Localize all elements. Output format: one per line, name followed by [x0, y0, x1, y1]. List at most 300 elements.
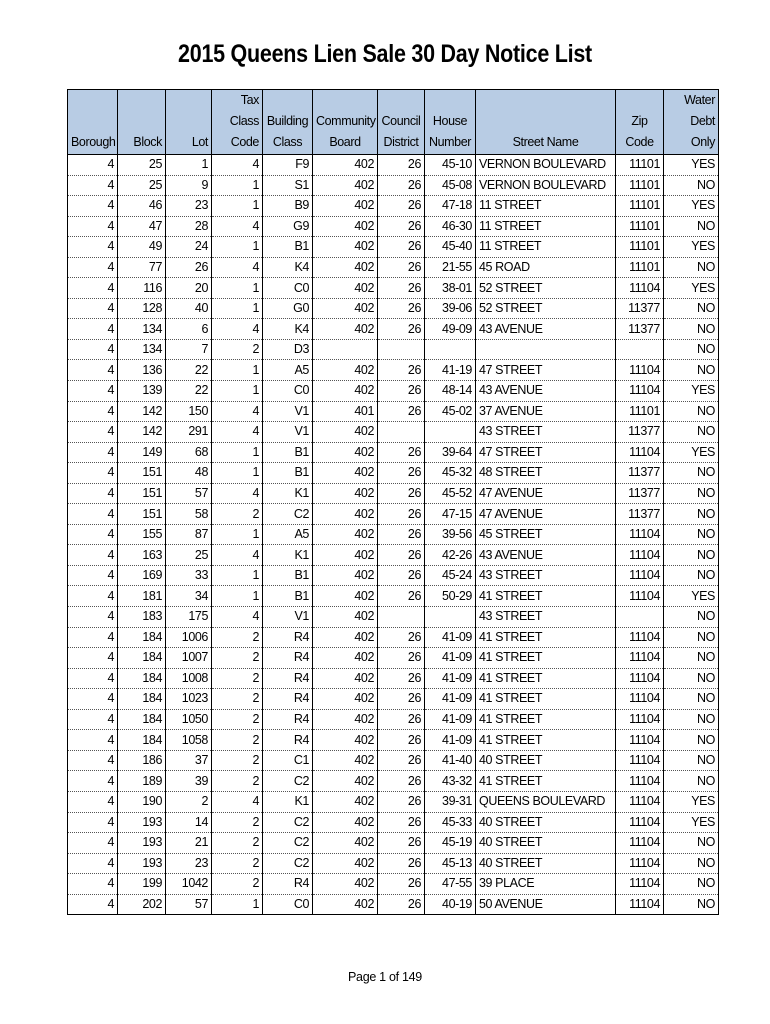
borough-cell: 4: [68, 627, 118, 648]
water-debt-cell: NO: [664, 545, 719, 566]
council-district-cell: 26: [378, 750, 425, 771]
zip-code-cell: 11377: [616, 298, 664, 319]
house-number-cell: 41-09: [425, 627, 476, 648]
community-board-cell: 402: [313, 155, 378, 176]
lot-cell: 14: [166, 812, 212, 833]
borough-cell: 4: [68, 196, 118, 217]
tax-class-cell: 2: [212, 750, 263, 771]
block-cell: 149: [118, 442, 166, 463]
building-class-cell: C0: [263, 894, 313, 915]
community-board-cell: 402: [313, 483, 378, 504]
block-cell: 202: [118, 894, 166, 915]
borough-cell: 4: [68, 463, 118, 484]
header-block: Block: [118, 90, 166, 155]
council-district-cell: 26: [378, 833, 425, 854]
borough-cell: 4: [68, 401, 118, 422]
block-cell: 193: [118, 833, 166, 854]
table-row: [68, 442, 719, 463]
council-district-cell: 26: [378, 442, 425, 463]
street-name-cell: 47 STREET: [476, 360, 616, 381]
community-board-cell: 402: [313, 627, 378, 648]
building-class-cell: R4: [263, 709, 313, 730]
water-debt-cell: YES: [664, 381, 719, 402]
zip-code-cell: 11101: [616, 196, 664, 217]
block-cell: 184: [118, 709, 166, 730]
tax-class-cell: 1: [212, 524, 263, 545]
tax-class-cell: 1: [212, 463, 263, 484]
community-board-cell: 402: [313, 586, 378, 607]
borough-cell: 4: [68, 298, 118, 319]
tax-class-cell: 1: [212, 196, 263, 217]
house-number-cell: 41-19: [425, 360, 476, 381]
community-board-cell: 402: [313, 894, 378, 915]
council-district-cell: 26: [378, 278, 425, 299]
block-cell: 189: [118, 771, 166, 792]
street-name-cell: 37 AVENUE: [476, 401, 616, 422]
community-board-cell: 402: [313, 791, 378, 812]
header-building-class: Building Class: [263, 90, 313, 155]
tax-class-cell: 1: [212, 175, 263, 196]
house-number-cell: 45-52: [425, 483, 476, 504]
house-number-cell: 50-29: [425, 586, 476, 607]
street-name-cell: 40 STREET: [476, 833, 616, 854]
table-row: [68, 401, 719, 422]
borough-cell: 4: [68, 689, 118, 710]
council-district-cell: 26: [378, 565, 425, 586]
building-class-cell: A5: [263, 524, 313, 545]
building-class-cell: K1: [263, 791, 313, 812]
council-district-cell: 26: [378, 627, 425, 648]
community-board-cell: 402: [313, 750, 378, 771]
building-class-cell: A5: [263, 360, 313, 381]
water-debt-cell: NO: [664, 257, 719, 278]
street-name-cell: 41 STREET: [476, 586, 616, 607]
page-footer: Page 1 of 149: [348, 970, 422, 984]
zip-code-cell: 11377: [616, 463, 664, 484]
building-class-cell: B1: [263, 442, 313, 463]
borough-cell: 4: [68, 545, 118, 566]
council-district-cell: 26: [378, 298, 425, 319]
zip-code-cell: 11101: [616, 155, 664, 176]
borough-cell: 4: [68, 586, 118, 607]
table-row: [68, 812, 719, 833]
tax-class-cell: 4: [212, 422, 263, 443]
lot-cell: 34: [166, 586, 212, 607]
water-debt-cell: NO: [664, 874, 719, 895]
council-district-cell: 26: [378, 545, 425, 566]
building-class-cell: C0: [263, 381, 313, 402]
street-name-cell: [476, 339, 616, 360]
community-board-cell: 402: [313, 812, 378, 833]
tax-class-cell: 2: [212, 709, 263, 730]
water-debt-cell: NO: [664, 298, 719, 319]
zip-code-cell: 11104: [616, 689, 664, 710]
building-class-cell: K1: [263, 483, 313, 504]
house-number-cell: [425, 339, 476, 360]
lien-sale-table: [67, 89, 719, 915]
council-district-cell: 26: [378, 689, 425, 710]
street-name-cell: 43 AVENUE: [476, 381, 616, 402]
council-district-cell: 26: [378, 155, 425, 176]
building-class-cell: K4: [263, 319, 313, 340]
tax-class-cell: 2: [212, 648, 263, 669]
house-number-cell: 39-31: [425, 791, 476, 812]
block-cell: 49: [118, 237, 166, 258]
lot-cell: 40: [166, 298, 212, 319]
water-debt-cell: NO: [664, 607, 719, 628]
table-header-row: [68, 90, 719, 155]
borough-cell: 4: [68, 607, 118, 628]
building-class-cell: C2: [263, 504, 313, 525]
table-row: [68, 709, 719, 730]
table-row: [68, 463, 719, 484]
street-name-cell: 41 STREET: [476, 771, 616, 792]
water-debt-cell: NO: [664, 648, 719, 669]
tax-class-cell: 2: [212, 874, 263, 895]
lot-cell: 1006: [166, 627, 212, 648]
street-name-cell: 43 STREET: [476, 422, 616, 443]
borough-cell: 4: [68, 175, 118, 196]
tax-class-cell: 2: [212, 812, 263, 833]
borough-cell: 4: [68, 709, 118, 730]
council-district-cell: 26: [378, 853, 425, 874]
block-cell: 184: [118, 730, 166, 751]
borough-cell: 4: [68, 216, 118, 237]
lot-cell: 1008: [166, 668, 212, 689]
lot-cell: 1: [166, 155, 212, 176]
lot-cell: 1042: [166, 874, 212, 895]
lot-cell: 1023: [166, 689, 212, 710]
building-class-cell: B1: [263, 586, 313, 607]
block-cell: 163: [118, 545, 166, 566]
lot-cell: 87: [166, 524, 212, 545]
house-number-cell: 45-19: [425, 833, 476, 854]
zip-code-cell: 11104: [616, 627, 664, 648]
lot-cell: 1058: [166, 730, 212, 751]
tax-class-cell: 2: [212, 504, 263, 525]
table-row: [68, 360, 719, 381]
house-number-cell: 40-19: [425, 894, 476, 915]
lot-cell: 24: [166, 237, 212, 258]
block-cell: 136: [118, 360, 166, 381]
council-district-cell: [378, 422, 425, 443]
water-debt-cell: YES: [664, 155, 719, 176]
zip-code-cell: 11104: [616, 791, 664, 812]
building-class-cell: R4: [263, 689, 313, 710]
house-number-cell: 42-26: [425, 545, 476, 566]
block-cell: 134: [118, 339, 166, 360]
table-row: [68, 381, 719, 402]
lot-cell: 21: [166, 833, 212, 854]
council-district-cell: 26: [378, 730, 425, 751]
council-district-cell: 26: [378, 504, 425, 525]
table-row: [68, 237, 719, 258]
water-debt-cell: NO: [664, 894, 719, 915]
community-board-cell: 402: [313, 853, 378, 874]
community-board-cell: 402: [313, 381, 378, 402]
lot-cell: 28: [166, 216, 212, 237]
block-cell: 184: [118, 668, 166, 689]
tax-class-cell: 1: [212, 381, 263, 402]
borough-cell: 4: [68, 381, 118, 402]
house-number-cell: 47-55: [425, 874, 476, 895]
house-number-cell: 49-09: [425, 319, 476, 340]
lot-cell: 57: [166, 483, 212, 504]
street-name-cell: 40 STREET: [476, 750, 616, 771]
tax-class-cell: 2: [212, 668, 263, 689]
community-board-cell: 402: [313, 360, 378, 381]
lot-cell: 1050: [166, 709, 212, 730]
borough-cell: 4: [68, 668, 118, 689]
water-debt-cell: NO: [664, 750, 719, 771]
lot-cell: 22: [166, 381, 212, 402]
house-number-cell: 39-56: [425, 524, 476, 545]
block-cell: 184: [118, 689, 166, 710]
header-water-debt-only: Water Debt Only: [664, 90, 719, 155]
lot-cell: 58: [166, 504, 212, 525]
community-board-cell: 402: [313, 771, 378, 792]
zip-code-cell: 11104: [616, 442, 664, 463]
zip-code-cell: 11104: [616, 565, 664, 586]
table-body: [68, 155, 719, 915]
block-cell: 199: [118, 874, 166, 895]
tax-class-cell: 4: [212, 401, 263, 422]
table-row: [68, 278, 719, 299]
block-cell: 186: [118, 750, 166, 771]
zip-code-cell: 11104: [616, 730, 664, 751]
zip-code-cell: 11377: [616, 483, 664, 504]
zip-code-cell: 11104: [616, 648, 664, 669]
lot-cell: 25: [166, 545, 212, 566]
community-board-cell: 402: [313, 237, 378, 258]
tax-class-cell: 1: [212, 360, 263, 381]
house-number-cell: 41-09: [425, 689, 476, 710]
tax-class-cell: 4: [212, 607, 263, 628]
lot-cell: 291: [166, 422, 212, 443]
community-board-cell: 402: [313, 257, 378, 278]
zip-code-cell: 11104: [616, 586, 664, 607]
house-number-cell: 41-09: [425, 709, 476, 730]
house-number-cell: 41-09: [425, 730, 476, 751]
tax-class-cell: 4: [212, 483, 263, 504]
block-cell: 184: [118, 648, 166, 669]
community-board-cell: 402: [313, 833, 378, 854]
street-name-cell: 11 STREET: [476, 216, 616, 237]
street-name-cell: 41 STREET: [476, 689, 616, 710]
house-number-cell: 45-08: [425, 175, 476, 196]
water-debt-cell: YES: [664, 812, 719, 833]
table-row: [68, 730, 719, 751]
council-district-cell: 26: [378, 401, 425, 422]
water-debt-cell: NO: [664, 627, 719, 648]
community-board-cell: 402: [313, 442, 378, 463]
header-borough: Borough: [68, 90, 118, 155]
zip-code-cell: 11377: [616, 504, 664, 525]
table-row: [68, 524, 719, 545]
house-number-cell: 45-33: [425, 812, 476, 833]
water-debt-cell: NO: [664, 771, 719, 792]
borough-cell: 4: [68, 524, 118, 545]
borough-cell: 4: [68, 730, 118, 751]
block-cell: 184: [118, 627, 166, 648]
zip-code-cell: 11104: [616, 668, 664, 689]
water-debt-cell: YES: [664, 237, 719, 258]
building-class-cell: R4: [263, 730, 313, 751]
zip-code-cell: 11377: [616, 319, 664, 340]
building-class-cell: S1: [263, 175, 313, 196]
building-class-cell: B1: [263, 237, 313, 258]
water-debt-cell: NO: [664, 730, 719, 751]
table-row: [68, 607, 719, 628]
lot-cell: 9: [166, 175, 212, 196]
block-cell: 181: [118, 586, 166, 607]
zip-code-cell: 11104: [616, 812, 664, 833]
borough-cell: 4: [68, 853, 118, 874]
street-name-cell: 47 AVENUE: [476, 504, 616, 525]
water-debt-cell: YES: [664, 442, 719, 463]
borough-cell: 4: [68, 155, 118, 176]
zip-code-cell: 11104: [616, 750, 664, 771]
community-board-cell: 402: [313, 422, 378, 443]
building-class-cell: C2: [263, 771, 313, 792]
community-board-cell: 402: [313, 545, 378, 566]
building-class-cell: R4: [263, 627, 313, 648]
building-class-cell: C2: [263, 812, 313, 833]
water-debt-cell: YES: [664, 791, 719, 812]
council-district-cell: 26: [378, 894, 425, 915]
table-row: [68, 339, 719, 360]
table-row: [68, 565, 719, 586]
lot-cell: 1007: [166, 648, 212, 669]
community-board-cell: 402: [313, 565, 378, 586]
street-name-cell: 47 STREET: [476, 442, 616, 463]
community-board-cell: 402: [313, 730, 378, 751]
lot-cell: 37: [166, 750, 212, 771]
house-number-cell: 21-55: [425, 257, 476, 278]
block-cell: 193: [118, 853, 166, 874]
street-name-cell: QUEENS BOULEVARD: [476, 791, 616, 812]
house-number-cell: 47-18: [425, 196, 476, 217]
block-cell: 77: [118, 257, 166, 278]
building-class-cell: R4: [263, 668, 313, 689]
block-cell: 116: [118, 278, 166, 299]
header-tax-class-code: Tax Class Code: [212, 90, 263, 155]
house-number-cell: 41-40: [425, 750, 476, 771]
council-district-cell: 26: [378, 257, 425, 278]
community-board-cell: 402: [313, 196, 378, 217]
building-class-cell: V1: [263, 401, 313, 422]
table-row: [68, 771, 719, 792]
house-number-cell: 45-13: [425, 853, 476, 874]
borough-cell: 4: [68, 422, 118, 443]
water-debt-cell: NO: [664, 668, 719, 689]
water-debt-cell: NO: [664, 422, 719, 443]
table-row: [68, 833, 719, 854]
table-row: [68, 874, 719, 895]
tax-class-cell: 2: [212, 339, 263, 360]
tax-class-cell: 4: [212, 545, 263, 566]
council-district-cell: 26: [378, 709, 425, 730]
water-debt-cell: NO: [664, 463, 719, 484]
water-debt-cell: NO: [664, 524, 719, 545]
house-number-cell: 41-09: [425, 648, 476, 669]
community-board-cell: 402: [313, 648, 378, 669]
zip-code-cell: 11104: [616, 894, 664, 915]
water-debt-cell: YES: [664, 278, 719, 299]
lot-cell: 23: [166, 853, 212, 874]
header-council-district: Council District: [378, 90, 425, 155]
zip-code-cell: [616, 607, 664, 628]
borough-cell: 4: [68, 565, 118, 586]
council-district-cell: 26: [378, 216, 425, 237]
water-debt-cell: NO: [664, 339, 719, 360]
water-debt-cell: NO: [664, 360, 719, 381]
borough-cell: 4: [68, 812, 118, 833]
street-name-cell: 52 STREET: [476, 298, 616, 319]
lot-cell: 57: [166, 894, 212, 915]
lot-cell: 33: [166, 565, 212, 586]
community-board-cell: 402: [313, 319, 378, 340]
water-debt-cell: NO: [664, 689, 719, 710]
community-board-cell: [313, 339, 378, 360]
water-debt-cell: NO: [664, 483, 719, 504]
tax-class-cell: 2: [212, 627, 263, 648]
header-street-name: Street Name: [476, 90, 616, 155]
table-row: [68, 216, 719, 237]
block-cell: 142: [118, 422, 166, 443]
block-cell: 151: [118, 504, 166, 525]
street-name-cell: 43 AVENUE: [476, 545, 616, 566]
street-name-cell: 40 STREET: [476, 812, 616, 833]
council-district-cell: 26: [378, 463, 425, 484]
zip-code-cell: 11104: [616, 874, 664, 895]
building-class-cell: B1: [263, 463, 313, 484]
borough-cell: 4: [68, 833, 118, 854]
table-row: [68, 586, 719, 607]
block-cell: 151: [118, 483, 166, 504]
table-row: [68, 257, 719, 278]
building-class-cell: B1: [263, 565, 313, 586]
street-name-cell: 41 STREET: [476, 709, 616, 730]
council-district-cell: 26: [378, 237, 425, 258]
block-cell: 151: [118, 463, 166, 484]
house-number-cell: 46-30: [425, 216, 476, 237]
table-row: [68, 483, 719, 504]
building-class-cell: G0: [263, 298, 313, 319]
building-class-cell: R4: [263, 874, 313, 895]
street-name-cell: 39 PLACE: [476, 874, 616, 895]
tax-class-cell: 4: [212, 791, 263, 812]
building-class-cell: G9: [263, 216, 313, 237]
street-name-cell: 41 STREET: [476, 668, 616, 689]
building-class-cell: C1: [263, 750, 313, 771]
table-row: [68, 504, 719, 525]
block-cell: 139: [118, 381, 166, 402]
table-row: [68, 894, 719, 915]
community-board-cell: 402: [313, 668, 378, 689]
community-board-cell: 402: [313, 463, 378, 484]
community-board-cell: 402: [313, 216, 378, 237]
lot-cell: 26: [166, 257, 212, 278]
borough-cell: 4: [68, 237, 118, 258]
zip-code-cell: 11104: [616, 381, 664, 402]
table-row: [68, 689, 719, 710]
header-community-board: Community Board: [313, 90, 378, 155]
table-row: [68, 668, 719, 689]
borough-cell: 4: [68, 257, 118, 278]
community-board-cell: 402: [313, 607, 378, 628]
borough-cell: 4: [68, 339, 118, 360]
